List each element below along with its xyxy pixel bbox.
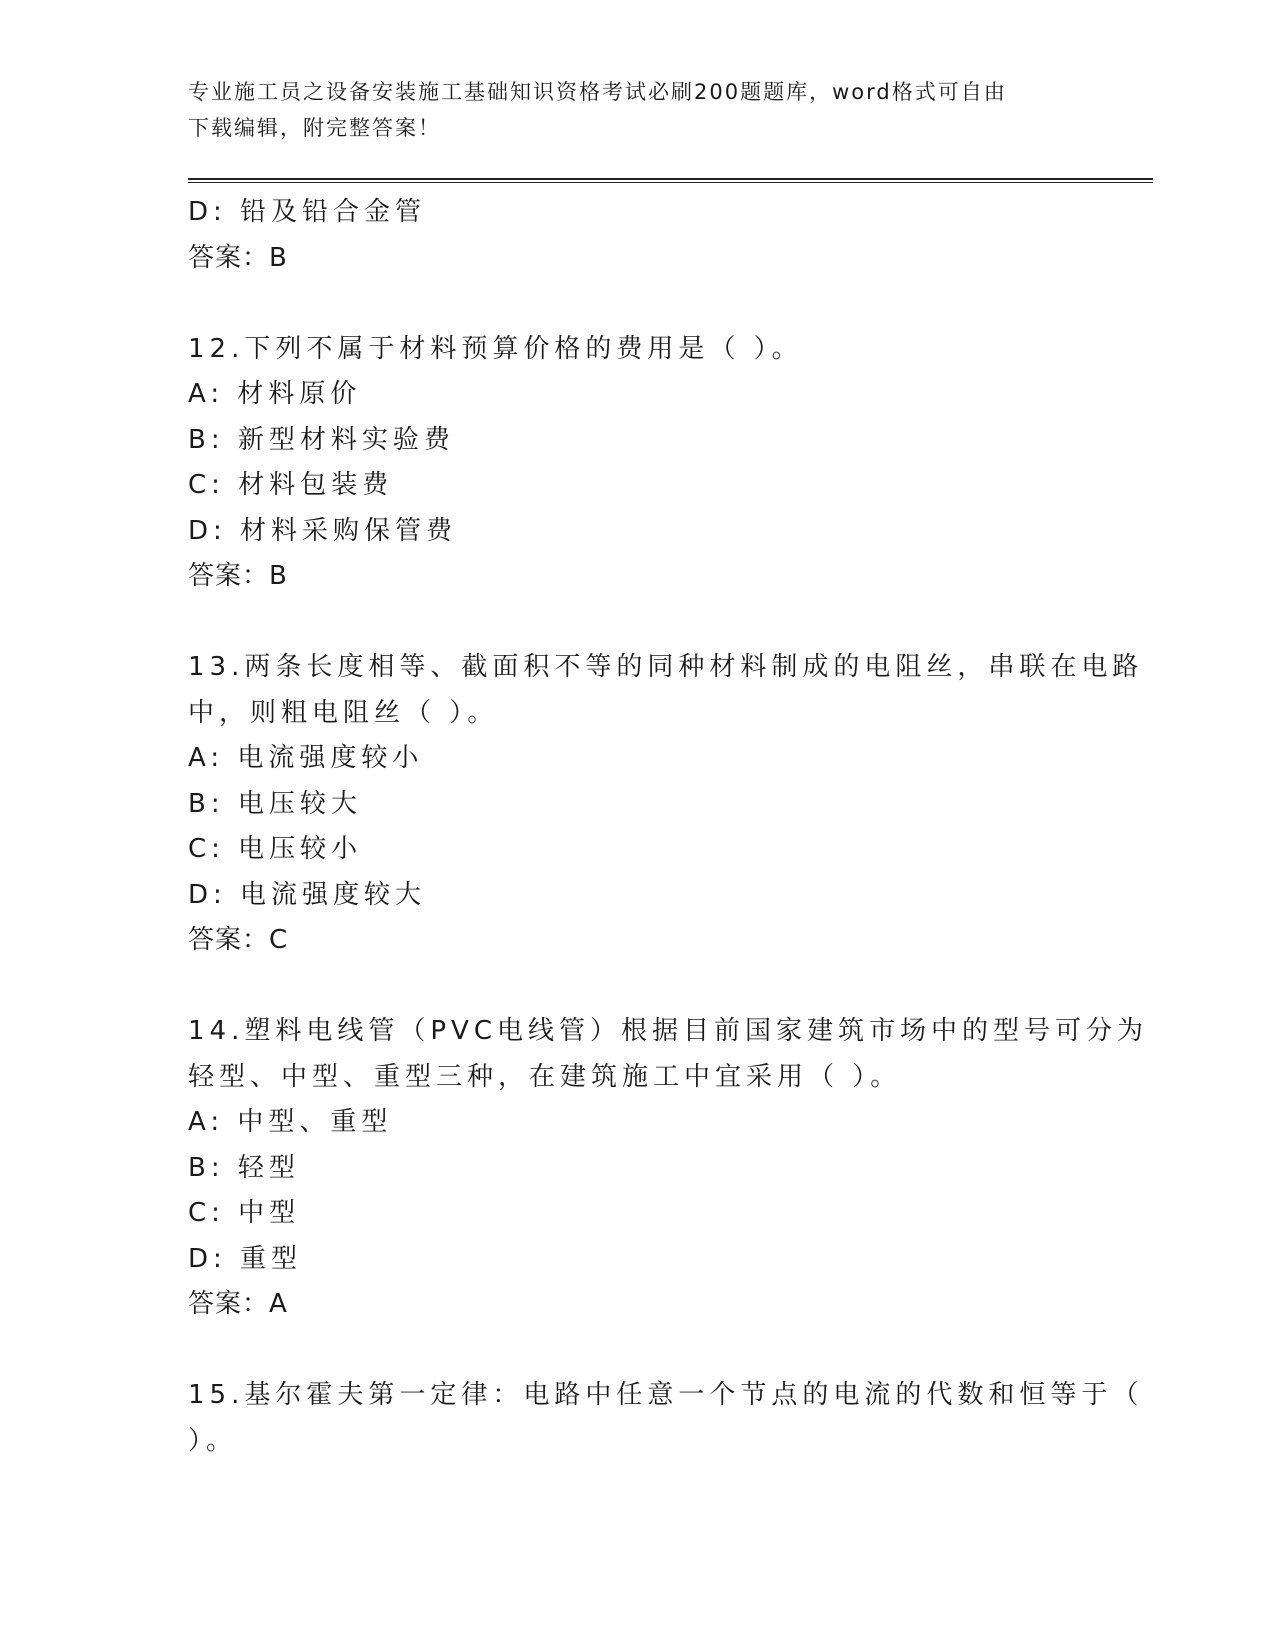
question-text-cont: 中，则粗电阻丝（ ）。 [188, 697, 499, 728]
option-b: B: 轻型 [188, 1152, 300, 1183]
option-a: A: 电流强度较小 [188, 743, 424, 773]
header-divider [188, 178, 1153, 183]
header-line-1: 专业施工员之设备安装施工基础知识资格考试必刷200题题库，word格式可自由 [188, 80, 1007, 104]
option-c: C: 中型 [188, 1198, 301, 1228]
question-text: 15.基尔霍夫第一定律：电路中任意一个节点的电流的代数和恒等于（ [188, 1380, 1144, 1410]
answer-line: 答案：A [188, 1289, 288, 1319]
question-list [188, 190, 1148, 1464]
option-a: A: 中型、重型 [188, 1107, 393, 1137]
option-b: B: 电压较大 [188, 788, 362, 819]
question-text-cont: ）。 [188, 1425, 238, 1456]
question-text: 13.两条长度相等、截面积不等的同种材料制成的电阻丝，串联在电路 [188, 652, 1144, 682]
document-header [188, 74, 1088, 146]
option-d: D: 材料采购保管费 [188, 515, 458, 546]
option-d: D: 铅及铅合金管 [188, 197, 427, 227]
option-a: A: 材料原价 [188, 379, 362, 409]
answer-line: 答案：B [188, 242, 288, 273]
answer-line: 答案：B [188, 561, 288, 591]
question-text: 12.下列不属于材料预算价格的费用是（ ）。 [188, 333, 803, 364]
option-d: D: 重型 [188, 1243, 303, 1274]
option-d: D: 电流强度较大 [188, 879, 427, 910]
option-b: B: 新型材料实验费 [188, 424, 455, 455]
spacer [188, 600, 1088, 646]
question-text: 14.塑料电线管（PVC电线管）根据目前国家建筑市场中的型号可分为 [188, 1016, 1148, 1046]
answer-line: 答案：C [188, 925, 289, 955]
spacer [188, 964, 1088, 1010]
spacer [188, 1328, 1088, 1374]
question-text-cont: 轻型、中型、重型三种，在建筑施工中宜采用（ ）。 [188, 1061, 902, 1092]
header-line-2: 下载编辑，附完整答案！ [188, 116, 441, 140]
spacer [188, 281, 1088, 327]
option-c: C: 材料包装费 [188, 470, 394, 500]
option-c: C: 电压较小 [188, 834, 363, 864]
